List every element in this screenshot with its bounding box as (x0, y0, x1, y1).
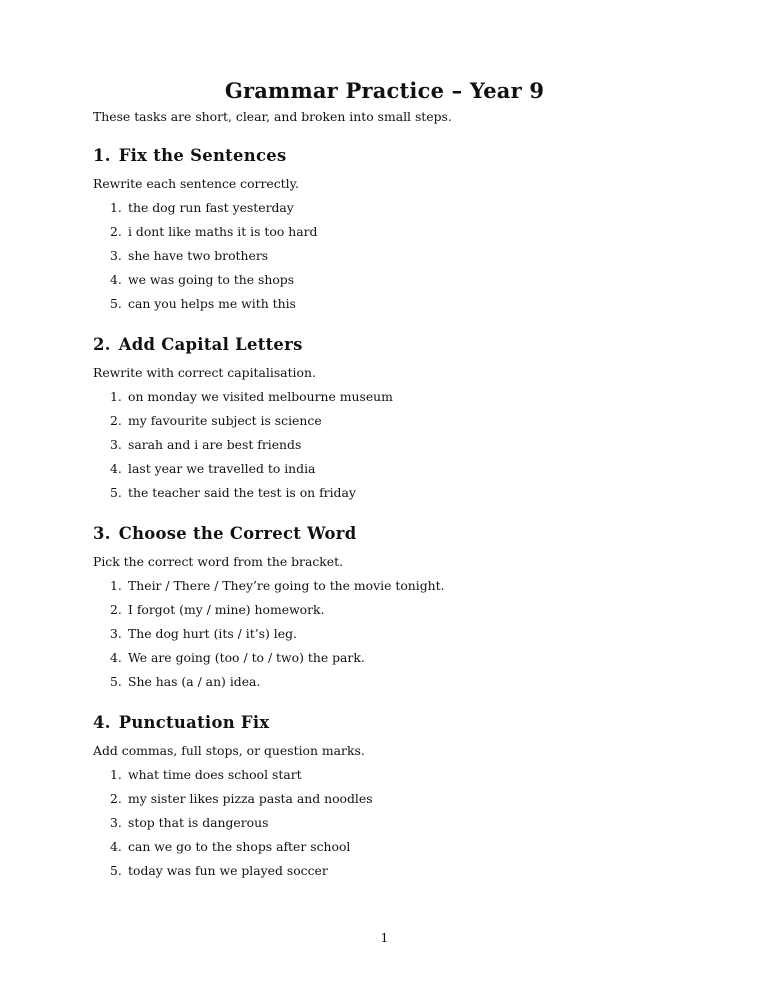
exercise-item (93, 790, 683, 814)
item-text: can you helps me with this (128, 296, 296, 311)
item-number: 3. (110, 437, 122, 452)
exercise-item (93, 625, 683, 649)
item-number: 2. (110, 413, 122, 428)
item-text: she have two brothers (128, 248, 269, 263)
item-number: 5. (110, 296, 122, 311)
item-number: 1. (110, 578, 122, 593)
item-text: The dog hurt (its / it’s) leg. (128, 626, 297, 641)
section-title: Add Capital Letters (118, 335, 303, 354)
section-number: 3. (93, 524, 111, 543)
item-number: 3. (110, 626, 122, 641)
item-number: 5. (110, 674, 122, 689)
item-number: 2. (110, 602, 122, 617)
item-text: can we go to the shops after school (128, 839, 351, 854)
section-heading (93, 523, 683, 545)
section-number: 2. (93, 335, 111, 354)
item-text: we was going to the shops (128, 272, 295, 287)
exercise-item (93, 601, 683, 625)
section-capital-letters (93, 334, 683, 508)
item-text: We are going (too / to / two) the park. (128, 650, 365, 665)
item-text: i dont like maths it is too hard (128, 224, 318, 239)
item-text: the teacher said the test is on friday (128, 485, 356, 500)
section-heading (93, 145, 683, 167)
exercise-item (93, 199, 683, 223)
item-text: the dog run fast yesterday (128, 200, 294, 215)
item-number: 5. (110, 863, 122, 878)
exercise-item (93, 223, 683, 247)
document-page (93, 0, 683, 994)
page-subtitle: These tasks are short, clear, and broken into small steps. (93, 109, 452, 124)
section-fix-sentences (93, 145, 683, 319)
section-title: Punctuation Fix (118, 713, 270, 732)
item-number: 1. (110, 389, 122, 404)
exercise-item (93, 388, 683, 412)
item-text: what time does school start (128, 767, 302, 782)
exercise-item (93, 460, 683, 484)
item-text: Their / There / They’re going to the movie tonight. (128, 578, 445, 593)
item-text: today was fun we played soccer (128, 863, 328, 878)
exercise-item (93, 577, 683, 601)
section-correct-word (93, 523, 683, 697)
item-text: stop that is dangerous (128, 815, 269, 830)
item-number: 3. (110, 248, 122, 263)
exercise-item (93, 673, 683, 697)
item-number: 2. (110, 224, 122, 239)
item-text: She has (a / an) idea. (128, 674, 261, 689)
item-number: 5. (110, 485, 122, 500)
page-title: Grammar Practice – Year 9 (224, 78, 545, 103)
exercise-item (93, 838, 683, 862)
item-text: my sister likes pizza pasta and noodles (128, 791, 373, 806)
section-instruction: Pick the correct word from the bracket. (93, 554, 344, 569)
item-text: my favourite subject is science (128, 413, 322, 428)
section-heading (93, 712, 683, 734)
page-number: 1 (380, 930, 389, 945)
section-number: 1. (93, 146, 111, 165)
section-heading (93, 334, 683, 356)
exercise-list (93, 766, 683, 886)
item-text: last year we travelled to india (128, 461, 316, 476)
section-title: Fix the Sentences (118, 146, 287, 165)
item-number: 3. (110, 815, 122, 830)
item-number: 1. (110, 200, 122, 215)
exercise-item (93, 247, 683, 271)
section-instruction: Rewrite with correct capitalisation. (93, 365, 316, 380)
section-number: 4. (93, 713, 111, 732)
item-text: sarah and i are best friends (128, 437, 302, 452)
item-number: 4. (110, 461, 122, 476)
item-number: 1. (110, 767, 122, 782)
exercise-item (93, 436, 683, 460)
exercise-list (93, 199, 683, 319)
exercise-item (93, 766, 683, 790)
exercise-item (93, 814, 683, 838)
item-text: on monday we visited melbourne museum (128, 389, 393, 404)
exercise-list (93, 577, 683, 697)
exercise-item (93, 484, 683, 508)
exercise-list (93, 388, 683, 508)
exercise-item (93, 295, 683, 319)
exercise-item (93, 412, 683, 436)
item-number: 4. (110, 650, 122, 665)
exercise-item (93, 649, 683, 673)
section-title: Choose the Correct Word (118, 524, 357, 543)
item-text: I forgot (my / mine) homework. (128, 602, 325, 617)
exercise-item (93, 271, 683, 295)
section-instruction: Add commas, full stops, or question marks. (93, 743, 365, 758)
section-instruction: Rewrite each sentence correctly. (93, 176, 299, 191)
exercise-item (93, 862, 683, 886)
item-number: 4. (110, 272, 122, 287)
section-punctuation-fix (93, 712, 683, 886)
item-number: 2. (110, 791, 122, 806)
item-number: 4. (110, 839, 122, 854)
